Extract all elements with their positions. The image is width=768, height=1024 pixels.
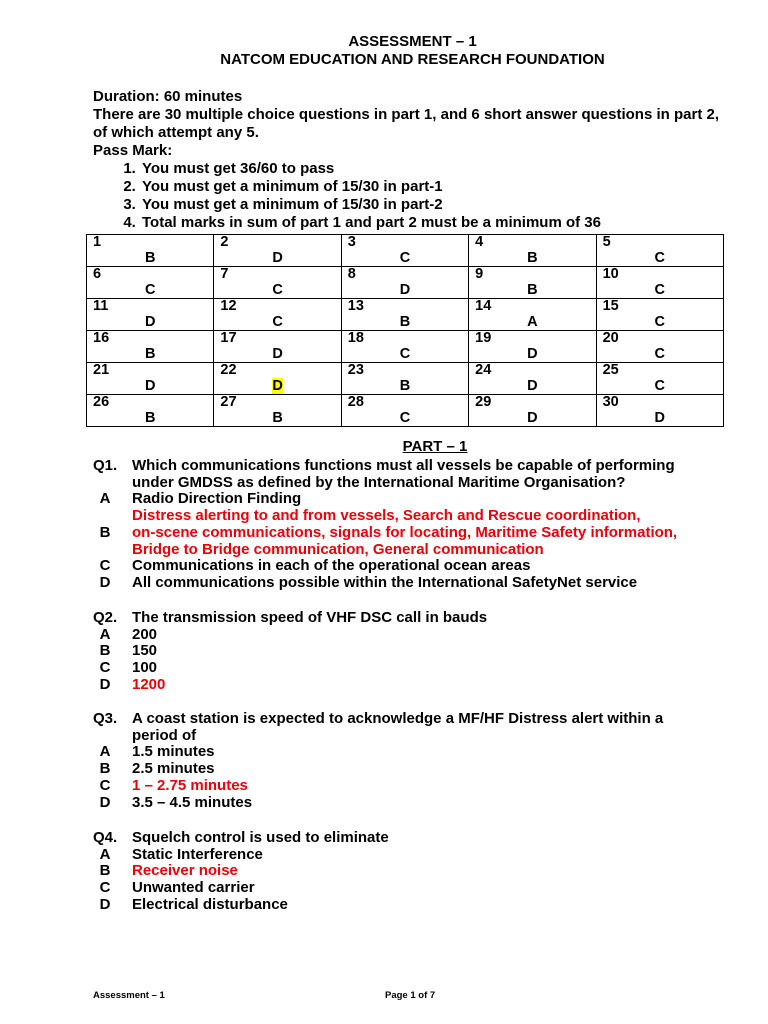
question-number: 20 xyxy=(602,330,619,346)
pass-rule: 3. You must get a minimum of 15/30 in part-2 xyxy=(140,196,733,214)
answer-letter: C xyxy=(654,346,666,362)
answer-cell xyxy=(596,235,723,267)
question-number: Q4. xyxy=(93,829,118,846)
question-number: 23 xyxy=(347,362,364,378)
question-number: 13 xyxy=(347,298,364,314)
page-number: Page 1 of 7 xyxy=(385,990,436,1001)
highlighted-answer: D xyxy=(272,378,283,394)
answer-cell xyxy=(596,331,723,363)
answer-key-row xyxy=(87,267,724,299)
answer-cell xyxy=(87,395,214,427)
option-a: A 200 xyxy=(99,625,158,643)
question-number: 17 xyxy=(220,330,237,346)
question-number: 28 xyxy=(347,394,364,410)
question-number: 11 xyxy=(93,298,109,314)
option-b-correct: Distress alerting to and from vessels, Search and Rescue coordination, xyxy=(132,507,641,525)
question-number: 24 xyxy=(475,362,492,378)
question-number: 15 xyxy=(602,298,619,314)
question-text: The transmission speed of VHF DSC call in bauds xyxy=(132,609,488,626)
organization-name: NATCOM EDUCATION AND RESEARCH FOUNDATION xyxy=(220,51,605,68)
question-number: 12 xyxy=(220,298,237,314)
answer-cell xyxy=(87,363,214,395)
answer-key-table xyxy=(86,234,724,427)
question-number: 29 xyxy=(475,394,492,410)
option-b: B 150 xyxy=(99,642,158,660)
answer-letter: C xyxy=(399,410,411,426)
pass-rule: 2. You must get a minimum of 15/30 in part-1 xyxy=(140,178,733,196)
question-number: 21 xyxy=(93,362,110,378)
answer-key-row xyxy=(87,235,724,267)
question-number: 2 xyxy=(220,234,229,250)
question-3 xyxy=(93,711,733,811)
answer-letter: D xyxy=(272,250,283,266)
answer-letter: B xyxy=(527,250,538,266)
answer-letter: B xyxy=(527,282,538,298)
answer-cell xyxy=(596,267,723,299)
option-d: D 3.5 – 4.5 minutes xyxy=(99,793,253,811)
answer-cell xyxy=(596,363,723,395)
question-number: Q3. xyxy=(93,710,118,727)
question-number: 3 xyxy=(347,234,356,250)
answer-cell xyxy=(214,235,341,267)
answer-letter: D xyxy=(527,346,538,362)
question-number: 14 xyxy=(475,298,492,314)
answer-cell xyxy=(87,331,214,363)
answer-cell xyxy=(214,395,341,427)
pass-mark-label: Pass Mark: xyxy=(93,142,173,159)
question-number: 4 xyxy=(475,234,484,250)
answer-letter: C xyxy=(654,378,666,394)
answer-letter: C xyxy=(272,282,283,298)
question-number: 19 xyxy=(475,330,492,346)
answer-key-row xyxy=(87,331,724,363)
answer-cell xyxy=(341,235,468,267)
question-number: Q1. xyxy=(93,457,118,474)
question-number: 27 xyxy=(220,394,237,410)
answer-cell xyxy=(469,395,596,427)
answer-letter: D xyxy=(144,314,156,330)
answer-cell xyxy=(341,267,468,299)
answer-letter: B xyxy=(144,410,156,426)
question-number: 26 xyxy=(93,394,110,410)
answer-letter: C xyxy=(144,282,156,298)
answer-cell xyxy=(214,267,341,299)
question-1: Q1. Which communications functions must all vessels be capable of performing under GMDSS as defined by the International Maritime Organisation? A Radio Direction Finding Distress alerting to and from vessels, Search and Rescue coordination, B on-scene communications, signals for locating, Maritime Safety information, Bridge to Bridge communication, General communication C Communications in each of the operational ocean areas D All communications possible within the International SafetyNet service xyxy=(93,458,733,592)
answer-cell xyxy=(214,363,341,395)
answer-letter: B xyxy=(399,314,411,330)
answer-cell xyxy=(596,395,723,427)
answer-letter: C xyxy=(272,314,283,330)
option-c: C 100 xyxy=(99,659,158,677)
answer-key-row xyxy=(87,299,724,331)
answer-letter: D xyxy=(144,378,156,394)
answer-letter: C xyxy=(654,314,666,330)
duration-text: Duration: 60 minutes xyxy=(93,88,243,105)
question-text: A coast station is expected to acknowledge a MF/HF Distress alert within a xyxy=(132,710,664,727)
description-text: There are 30 multiple choice questions in part 1, and 6 short answer questions in part 2, of which attempt any 5. xyxy=(93,106,719,141)
footer-title: Assessment – 1 xyxy=(93,990,165,1001)
answer-cell xyxy=(87,267,214,299)
answer-cell xyxy=(214,331,341,363)
question-4 xyxy=(93,830,733,914)
question-number: 25 xyxy=(602,362,619,378)
option-a: A Static Interference xyxy=(99,845,263,863)
answer-cell xyxy=(87,299,214,331)
answer-cell xyxy=(341,331,468,363)
answer-letter xyxy=(220,378,334,394)
answer-key-row xyxy=(87,363,724,395)
answer-cell xyxy=(87,235,214,267)
question-number: 7 xyxy=(220,266,229,282)
question-text: Which communications functions must all vessels be capable of performing xyxy=(132,457,675,474)
answer-letter: C xyxy=(654,282,666,298)
answer-cell xyxy=(596,299,723,331)
question-number: 1 xyxy=(93,234,102,250)
answer-cell xyxy=(214,299,341,331)
answer-letter: B xyxy=(144,250,156,266)
answer-cell xyxy=(469,363,596,395)
answer-letter: B xyxy=(144,346,156,362)
option-d: D All communications possible within the International SafetyNet service xyxy=(99,573,638,591)
answer-letter: B xyxy=(399,378,411,394)
option-a: A 1.5 minutes xyxy=(99,743,215,761)
question-number: 22 xyxy=(220,362,237,378)
question-number: 9 xyxy=(475,266,484,282)
pass-rule: 1. You must get 36/60 to pass xyxy=(140,160,733,178)
question-2 xyxy=(93,610,733,694)
answer-cell xyxy=(341,363,468,395)
question-number: 8 xyxy=(347,266,356,282)
option-b-correct: B Receiver noise xyxy=(99,862,238,880)
question-number: 18 xyxy=(347,330,364,346)
option-c-correct: C 1 – 2.75 minutes xyxy=(99,776,248,794)
option-a: A Radio Direction Finding xyxy=(99,490,302,508)
answer-cell xyxy=(469,299,596,331)
answer-letter: D xyxy=(399,282,411,298)
answer-letter: D xyxy=(272,346,283,362)
pass-rule: 4. Total marks in sum of part 1 and part 2 must be a minimum of 36 xyxy=(140,214,733,232)
answer-cell xyxy=(341,395,468,427)
question-number: 10 xyxy=(602,266,619,282)
answer-letter: C xyxy=(654,250,666,266)
answer-letter: D xyxy=(527,410,538,426)
question-number: 5 xyxy=(602,234,611,250)
option-d-correct: D 1200 xyxy=(99,675,166,693)
question-number: Q2. xyxy=(93,609,118,626)
answer-letter: D xyxy=(527,378,538,394)
question-text: Squelch control is used to eliminate xyxy=(132,829,389,846)
answer-cell xyxy=(341,299,468,331)
answer-cell xyxy=(469,267,596,299)
answer-letter: A xyxy=(527,314,538,330)
question-number: 16 xyxy=(93,330,110,346)
answer-cell xyxy=(469,235,596,267)
pass-rules-list xyxy=(93,160,733,232)
option-c: C Communications in each of the operational ocean areas xyxy=(99,557,531,575)
answer-letter: C xyxy=(399,346,411,362)
option-d: D Electrical disturbance xyxy=(99,895,288,913)
part-heading: PART – 1 xyxy=(402,438,468,455)
answer-letter: C xyxy=(399,250,411,266)
option-b: B 2.5 minutes xyxy=(99,760,215,778)
answer-letter: B xyxy=(272,410,283,426)
question-text: under GMDSS as defined by the International Maritime Organisation? xyxy=(132,473,626,491)
question-text: period of xyxy=(132,726,197,744)
instructions xyxy=(93,88,733,232)
question-number: 30 xyxy=(602,394,619,410)
answer-cell xyxy=(469,331,596,363)
answer-key-row xyxy=(87,395,724,427)
answer-letter: D xyxy=(654,410,666,426)
question-number: 6 xyxy=(93,266,102,282)
assessment-title: ASSESSMENT – 1 xyxy=(348,33,477,50)
option-c: C Unwanted carrier xyxy=(99,879,255,897)
